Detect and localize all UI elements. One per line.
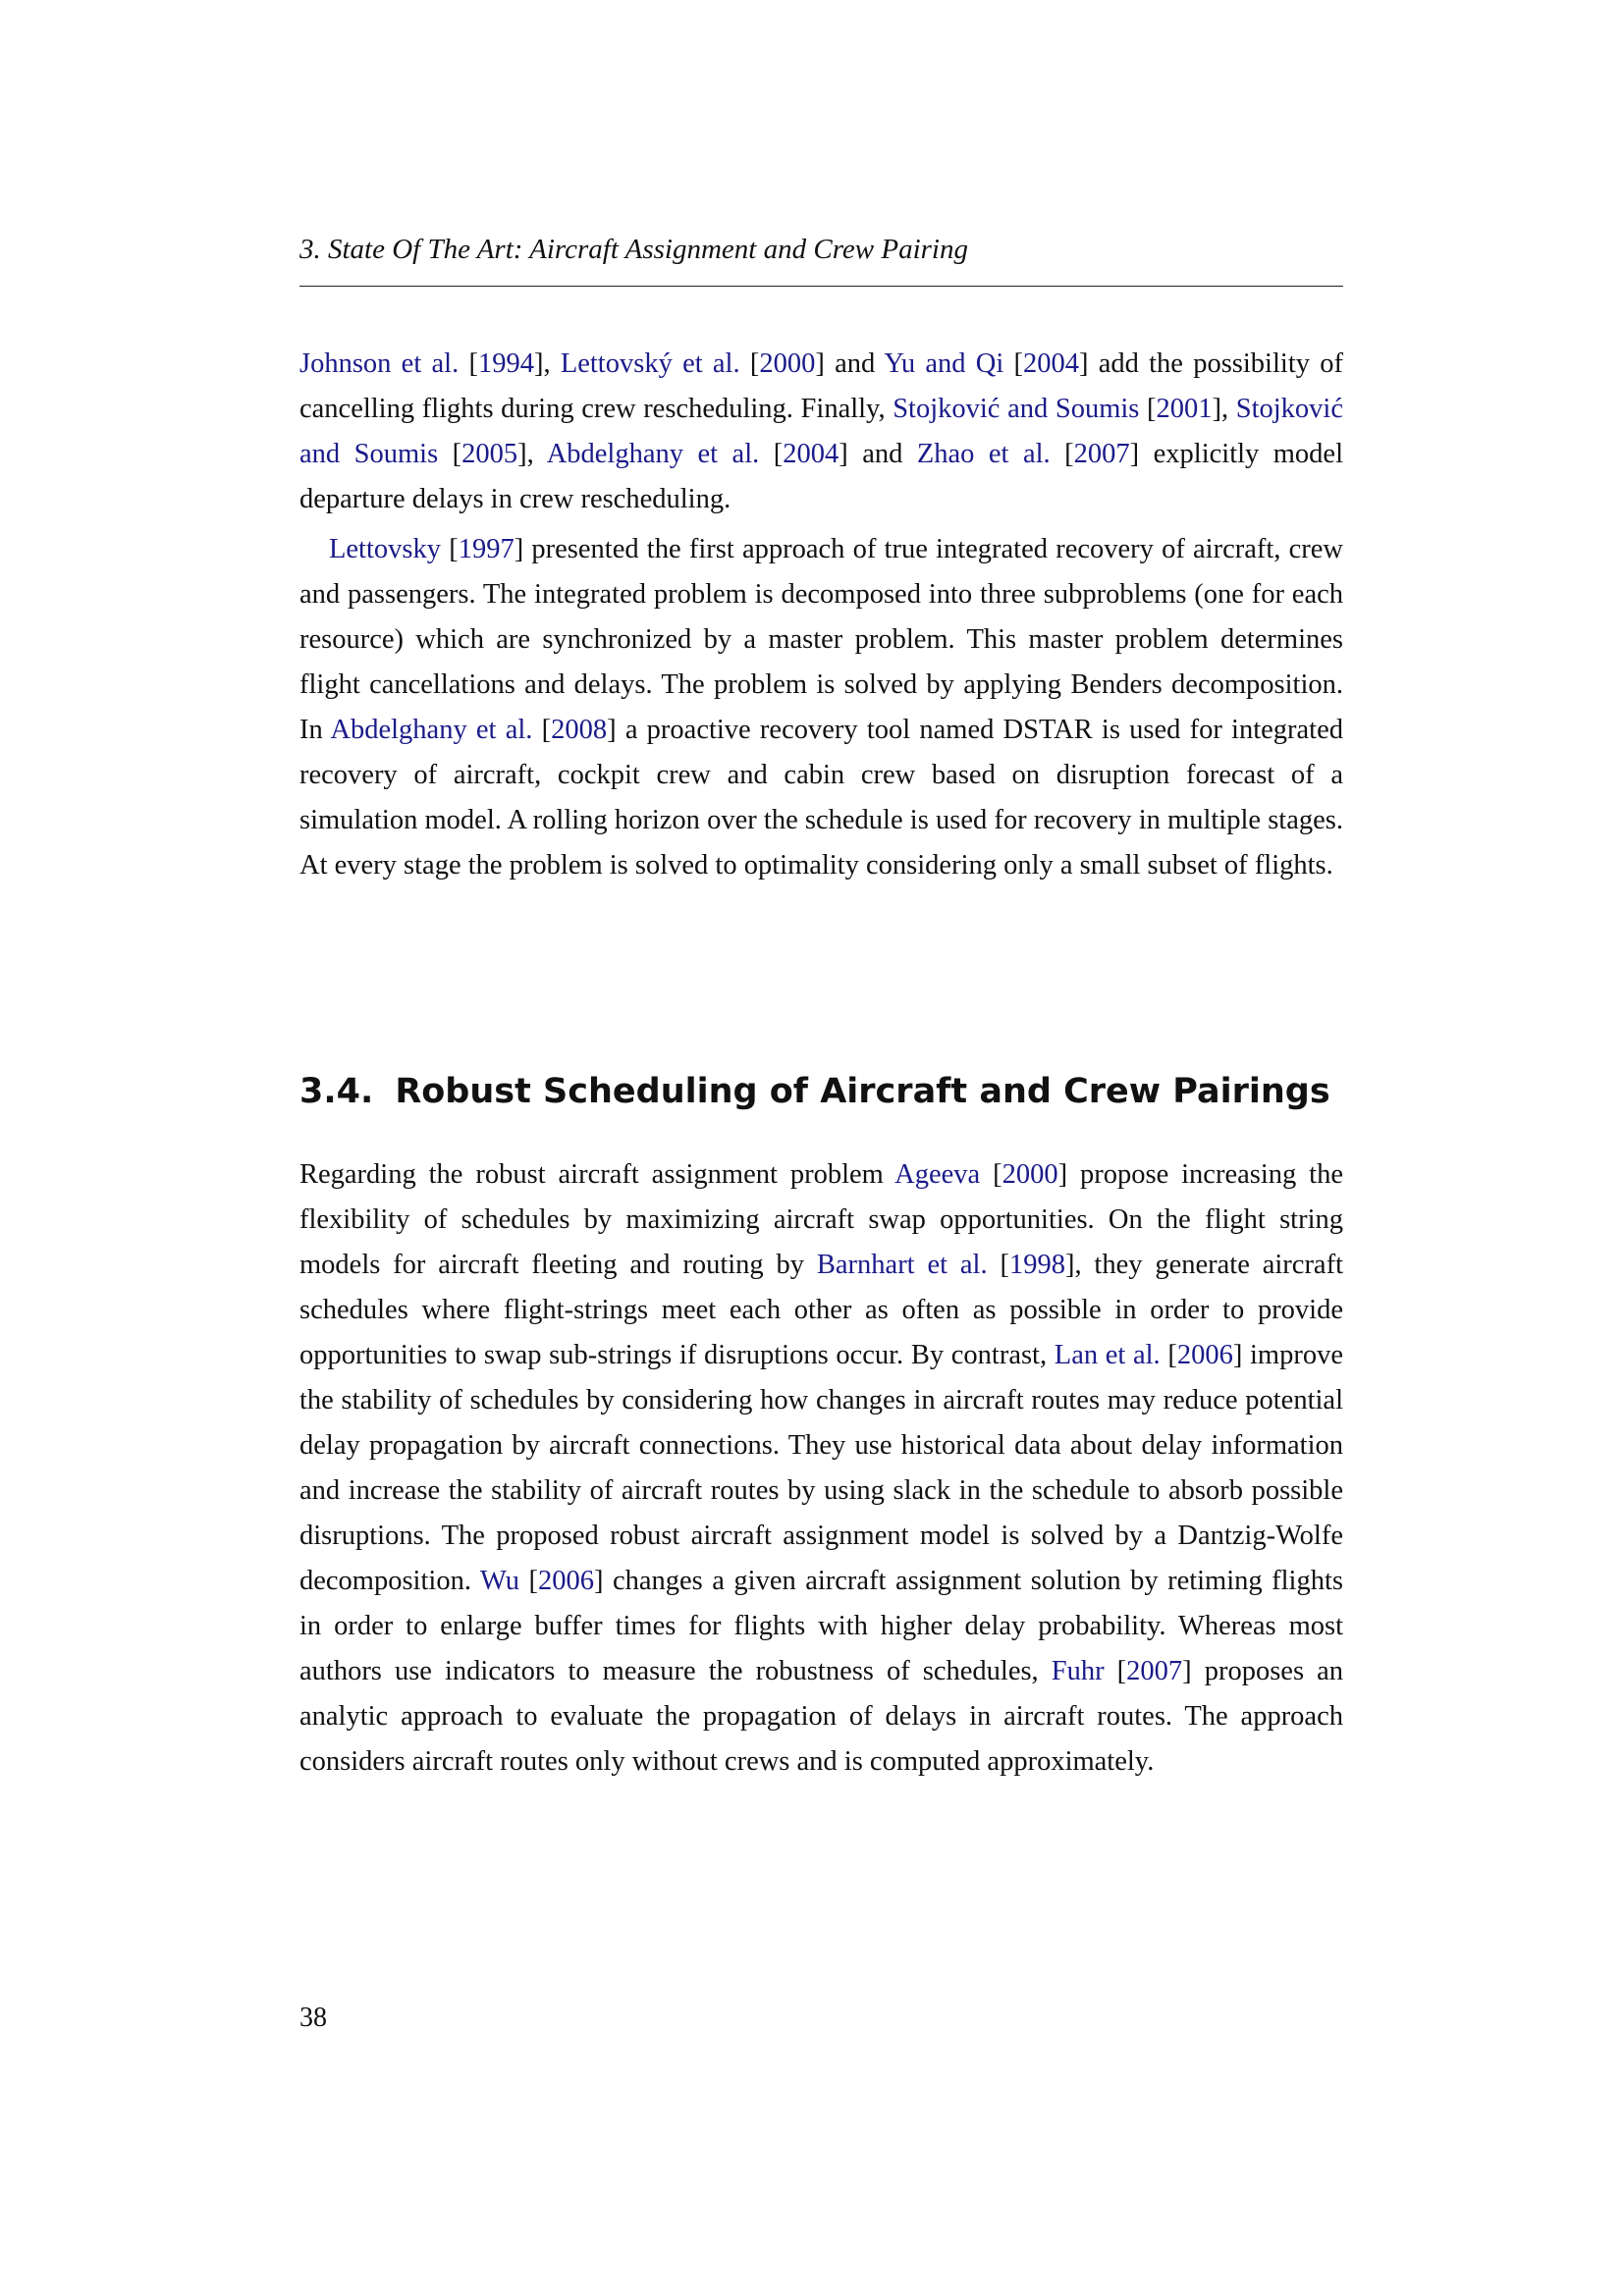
body-text: ] improve the stability of schedules by considering how changes in aircraft routes may reduce potential delay propagation by aircraft connections. They use historical data about delay information and increase the stability of aircraft routes by using slack in the schedule to absorb possible disruptions. The proposed robust aircraft assignment model is solved by a Dantzig-Wolfe decomposition.: [299, 1340, 1343, 1596]
body-text: [: [759, 439, 784, 469]
citation-link[interactable]: 2004: [1023, 348, 1079, 379]
body-text: ] changes a given aircraft assignment solution by retiming flights in order to enlarge buffer times for flights with higher delay probability. Whereas most authors use indicators to measure the robustness of schedules,: [299, 1566, 1343, 1686]
body-text: ] presented the first approach of true integrated recovery of aircraft, crew and passengers. The integrated problem is decomposed into three subproblems (one for each resource) which are synchronized by a master problem. This master problem determines flight cancellations and delays. The problem is solved by applying Benders decomposition. In: [299, 534, 1343, 745]
citation-link[interactable]: 2006: [1176, 1340, 1233, 1370]
citation-link[interactable]: 1994: [477, 348, 534, 379]
body-text: ],: [1212, 394, 1236, 424]
paragraph-robust-aircraft-assignment: [299, 1152, 1343, 1785]
citation-link[interactable]: Stojković and Soumis: [299, 394, 1343, 469]
body-text: ] explicitly model departure delays in crew rescheduling.: [299, 439, 1344, 514]
citation-link[interactable]: Wu: [479, 1566, 519, 1596]
citation-link[interactable]: 2000: [759, 348, 816, 379]
body-text: ], they generate aircraft schedules where flight-strings meet each other as often as possible in order to provide opportunities to swap sub-strings if disruptions occur. By contrast,: [299, 1250, 1343, 1370]
citation-link[interactable]: 2004: [783, 439, 839, 469]
citation-link[interactable]: Lettovský et al.: [560, 348, 740, 379]
citation-link[interactable]: 2008: [551, 715, 608, 745]
body-text: ] propose increasing the flexibility of schedules by maximizing aircraft swap opportunities. On the flight string models for aircraft fleeting and routing by: [299, 1159, 1343, 1280]
citation-link[interactable]: 2006: [537, 1566, 594, 1596]
body-text: [: [739, 348, 760, 379]
body-text: [: [532, 715, 552, 745]
section-title: Robust Scheduling of Aircraft and Crew Pairings: [395, 1072, 1330, 1111]
body-text: ],: [517, 439, 547, 469]
body-text: [: [518, 1566, 538, 1596]
body-text: [: [987, 1250, 1009, 1280]
page-number: 38: [299, 2002, 327, 2033]
citation-link[interactable]: Abdelghany et al.: [330, 715, 533, 745]
citation-link[interactable]: Abdelghany et al.: [546, 439, 760, 469]
header-rule: [299, 286, 1343, 287]
body-text: [: [1104, 1656, 1127, 1686]
citation-link[interactable]: Fuhr: [1051, 1656, 1105, 1686]
body-text: ] add the possibility of cancelling flights during crew rescheduling. Finally,: [299, 348, 1343, 424]
citation-link[interactable]: Johnson et al.: [299, 348, 460, 379]
body-text: [: [441, 534, 459, 564]
body-text: [: [1050, 439, 1074, 469]
citation-link[interactable]: 1997: [458, 534, 514, 564]
citation-link[interactable]: 2007: [1126, 1656, 1183, 1686]
body-text: [: [980, 1159, 1002, 1190]
body-text: ] and: [839, 439, 917, 469]
body-text: ] a proactive recovery tool named DSTAR is used for integrated recovery of aircraft, cockpit crew and cabin crew based on disruption forecast of a simulation model. A rolling horizon over the schedule is used for recovery in multiple stages. At every stage the problem is solved to optimality considering only a small subset of flights.: [299, 715, 1344, 881]
citation-link[interactable]: 2000: [1001, 1159, 1058, 1190]
citation-link[interactable]: Lettovsky: [329, 534, 441, 564]
body-text: [: [1160, 1340, 1177, 1370]
section-number: 3.4.: [299, 1072, 374, 1111]
body-text: ],: [533, 348, 561, 379]
citation-link[interactable]: Yu and Qi: [884, 348, 1004, 379]
body-text: ] proposes an analytic approach to evaluate the propagation of delays in aircraft routes. The approach considers aircraft routes only without crews and is computed approximately.: [299, 1656, 1343, 1777]
citation-link[interactable]: 2005: [461, 439, 518, 469]
body-text: [: [438, 439, 462, 469]
citation-link[interactable]: Zhao et al.: [916, 439, 1051, 469]
paragraph-integrated-recovery: [299, 527, 1343, 888]
section-heading: [299, 1072, 1330, 1111]
running-header: 3. State Of The Art: Aircraft Assignment and Crew Pairing: [299, 234, 968, 265]
citation-link[interactable]: Stojković and Soumis: [893, 394, 1140, 424]
citation-link[interactable]: 2007: [1073, 439, 1130, 469]
body-text: [: [459, 348, 478, 379]
body-text: [: [1139, 394, 1157, 424]
body-text: [: [1003, 348, 1023, 379]
citation-link[interactable]: Barnhart et al.: [816, 1250, 988, 1280]
citation-link[interactable]: Ageeva: [894, 1159, 981, 1190]
citation-link[interactable]: Lan et al.: [1054, 1340, 1161, 1370]
citation-link[interactable]: 2001: [1156, 394, 1213, 424]
citation-link[interactable]: 1998: [1008, 1250, 1065, 1280]
body-text: Regarding the robust aircraft assignment problem: [299, 1159, 895, 1190]
paragraph-crew-rescheduling: [299, 342, 1343, 522]
body-text: ] and: [815, 348, 885, 379]
